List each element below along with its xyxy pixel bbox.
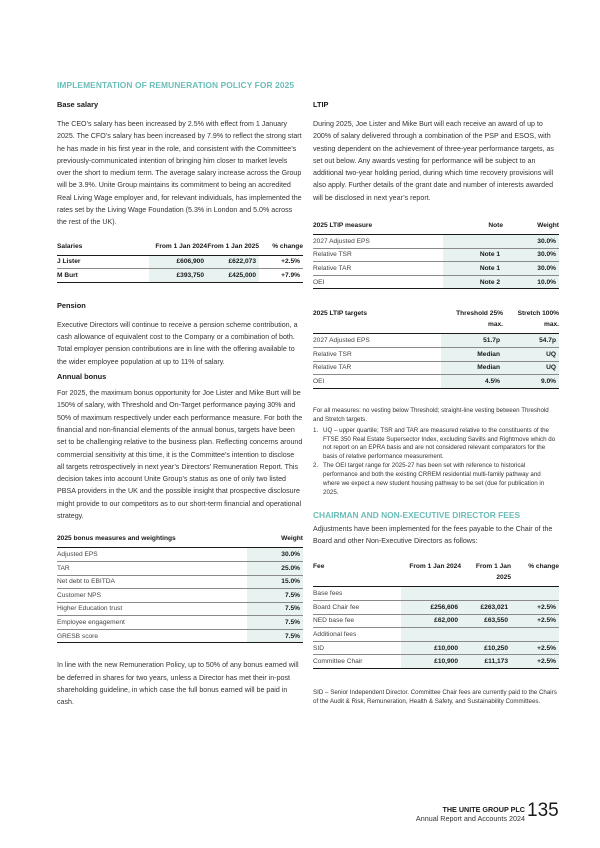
- fee-header: Fee: [313, 563, 325, 571]
- ltip-stretch-header: Stretch 100% max.: [517, 310, 559, 329]
- bonus-measure: Adjusted EPS: [57, 548, 247, 562]
- table-subheader-row: [313, 628, 559, 642]
- ltip-target-measure: OEI: [313, 375, 441, 389]
- fee-name: SID: [313, 641, 401, 655]
- table-row: [313, 262, 559, 276]
- salary-name: M Burt: [57, 269, 149, 283]
- right-column: [313, 100, 559, 707]
- bonus-weight: 7.5%: [247, 629, 303, 643]
- left-column: [57, 100, 303, 709]
- salary-2025: £622,073: [207, 255, 259, 269]
- ltip-target-measure: Relative TAR: [313, 361, 441, 375]
- bonus-measure: Higher Education trust: [57, 602, 247, 616]
- ltip-stretch: UQ: [503, 361, 559, 375]
- ltip-note: Note 2: [443, 275, 503, 289]
- bonus-measure: Customer NPS: [57, 589, 247, 603]
- ltip-notes-list: [313, 427, 559, 498]
- salaries-header-name: Salaries: [57, 242, 83, 250]
- bonus-measure: Net debt to EBITDA: [57, 575, 247, 589]
- table-row: [313, 641, 559, 655]
- table-row: [313, 248, 559, 262]
- table-subheader-row: [313, 587, 559, 601]
- ltip-note: Note 1: [443, 248, 503, 262]
- bonus-header-measure: 2025 bonus measures and weightings: [57, 535, 176, 543]
- ltip-note-header: Note: [488, 222, 503, 230]
- salary-2024: £606,900: [149, 255, 207, 269]
- fee-2024-header: From 1 Jan 2024: [409, 563, 461, 571]
- table-row: [313, 275, 559, 289]
- ltip-measure-header: 2025 LTIP measure: [313, 222, 373, 230]
- fee-change-header: % change: [528, 563, 559, 571]
- fee-2025-header: From 1 Jan 2025: [475, 563, 511, 582]
- footer-report: Annual Report and Accounts 2024: [415, 814, 525, 823]
- annual-bonus-heading: Annual bonus: [57, 372, 107, 382]
- salary-2025: £425,000: [207, 269, 259, 283]
- footer-company: THE UNITE GROUP PLC: [442, 805, 525, 814]
- ned-fees-footnote: SID – Senior Independent Director. Committee Chair fees are currently paid to the Chairs of the Audit & Risk, Remuneration, Health & Safety, and Sustainability Committees.: [313, 689, 557, 705]
- ltip-notes-intro: For all measures: no vesting below Threshold; straight-line vesting between Threshold and Stretch targets.: [313, 406, 549, 423]
- ltip-targets-table: [313, 306, 559, 388]
- bonus-measure: GRESB score: [57, 629, 247, 643]
- fee-change: +2.5%: [511, 601, 559, 615]
- bonus-weight: 7.5%: [247, 616, 303, 630]
- ltip-note: Note 1: [443, 262, 503, 276]
- ltip-stretch: 54.7p: [503, 334, 559, 348]
- fee-2025: £63,550: [461, 614, 511, 628]
- fee-2025: £11,173: [461, 655, 511, 669]
- ltip-text: During 2025, Joe Lister and Mike Burt will each receive an award of up to 200% of salary delivered through a combination of the PSP and ESOS, with vesting dependent on the achievement of three-year performance targets, as set out below. Any awards vesting for performance will be subject to an additional two-year holding period, during which time recovery provisions will also apply. Further details of the grant date and number of interests awarded will be disclosed in next year’s report.: [313, 120, 554, 202]
- fee-name: Committee Chair: [313, 655, 401, 669]
- annual-bonus-text: For 2025, the maximum bonus opportunity for Joe Lister and Mike Burt will be 150% of salary, with Threshold and On-Target performance paying 30% and 50% of maximum respectively under each performance measure. For both the financial and non-financial elements of the annual bonus, targets have been set to be challenging relative to the business plan. Reflecting concerns around commercial sensitivity at this time, it is the Committee’s intention to disclose all targets retrospectively in next year’s Directors’ Remuneration Report. This decision takes into account Unite Group’s status as one of only two listed PBSA providers in the UK and the possible insight that prospective disclosure might provide to our competitors as to our short-term financial and operational strategy.: [57, 389, 303, 521]
- salaries-header-2024: From 1 Jan 2024: [155, 242, 207, 250]
- table-row: [57, 575, 303, 589]
- ned-fees-table: [313, 559, 559, 669]
- ltip-threshold: Median: [441, 348, 503, 362]
- bonus-deferral-text: In line with the new Remuneration Policy, up to 50% of any bonus earned will be deferred in shares for two years, unless a Director has met their in-post shareholding guideline, in which case the full bonus earned will be paid in cash.: [57, 661, 299, 707]
- fee-2024: £10,000: [401, 641, 461, 655]
- ltip-heading: LTIP: [313, 100, 329, 109]
- table-row: [313, 235, 559, 249]
- table-row: [57, 589, 303, 603]
- bonus-weight: 15.0%: [247, 575, 303, 589]
- ltip-note: [443, 235, 503, 249]
- salaries-table: [57, 239, 303, 283]
- ltip-measure-table: [313, 218, 559, 289]
- ltip-weight: 30.0%: [503, 248, 559, 262]
- ltip-weight-header: Weight: [537, 222, 559, 230]
- ltip-measure: OEI: [313, 275, 443, 289]
- ltip-measure: 2027 Adjusted EPS: [313, 235, 443, 249]
- fee-2025: £263,021: [461, 601, 511, 615]
- base-fees-label: Base fees: [313, 587, 401, 601]
- salary-2024: £393,750: [149, 269, 207, 283]
- salary-change: +2.5%: [259, 255, 303, 269]
- ned-fees-title: CHAIRMAN AND NON-EXECUTIVE DIRECTOR FEES: [313, 509, 521, 520]
- table-row: [313, 361, 559, 375]
- footer: [416, 805, 525, 823]
- fee-name: Board Chair fee: [313, 601, 401, 615]
- note-text: The OEI target range for 2025-27 has been set with reference to historical performance and both the existing CRREM residential multi-family pathway and where we expect a new student housing pathway to be set (due for publication in 2025.: [323, 462, 545, 496]
- table-row: [57, 629, 303, 643]
- fee-2024: £10,900: [401, 655, 461, 669]
- bonus-measure: Employee engagement: [57, 616, 247, 630]
- ltip-weight: 10.0%: [503, 275, 559, 289]
- table-row: [313, 614, 559, 628]
- salaries-header-change: % change: [272, 242, 303, 250]
- bonus-weight: 7.5%: [247, 602, 303, 616]
- ltip-target-measure: Relative TSR: [313, 348, 441, 362]
- fee-change: +2.5%: [511, 641, 559, 655]
- bonus-header-weight: Weight: [281, 535, 303, 543]
- table-row: [57, 548, 303, 562]
- ltip-targets-header: 2025 LTIP targets: [313, 310, 367, 318]
- salary-change: +7.9%: [259, 269, 303, 283]
- ltip-threshold-header: Threshold 25% max.: [456, 310, 503, 329]
- bonus-weight: 25.0%: [247, 561, 303, 575]
- additional-fees-label: Additional fees: [313, 628, 401, 642]
- note-text: UQ – upper quartile; TSR and TAR are measured relative to the constituents of the FTSE 350 Real Estate Supersector Index, excluding Savills and Rightmove which do not report on an EPRA basis and are not considered relevant comparators for the basis of relative performance measurement.: [323, 426, 556, 461]
- shade-cell: [401, 628, 559, 642]
- table-row: [57, 602, 303, 616]
- ltip-note-item: [313, 427, 559, 463]
- ltip-threshold: Median: [441, 361, 503, 375]
- page-number: 135: [527, 800, 559, 821]
- fee-2024: £256,606: [401, 601, 461, 615]
- page-title: IMPLEMENTATION OF REMUNERATION POLICY FOR 2025: [57, 80, 295, 90]
- ltip-threshold: 4.5%: [441, 375, 503, 389]
- bonus-weight: 30.0%: [247, 548, 303, 562]
- shade-cell: [401, 587, 559, 601]
- ltip-measure: Relative TSR: [313, 248, 443, 262]
- bonus-weight: 7.5%: [247, 589, 303, 603]
- ltip-measure: Relative TAR: [313, 262, 443, 276]
- pension-heading: Pension: [57, 300, 86, 310]
- ltip-note-item: [313, 462, 559, 498]
- table-row: [313, 601, 559, 615]
- table-row: [313, 655, 559, 669]
- bonus-measures-table: [57, 531, 303, 643]
- ltip-weight: 30.0%: [503, 235, 559, 249]
- bonus-measure: TAR: [57, 561, 247, 575]
- table-row: [57, 255, 303, 269]
- table-row: [313, 375, 559, 389]
- ltip-target-measure: 2027 Adjusted EPS: [313, 334, 441, 348]
- base-salary-text: The CEO’s salary has been increased by 2.5% with effect from 1 January 2025. The CFO’s salary has been increased by 7.9% to reflect the strong start he has made in his first year in the role, and consistent with the Committee’s previously-communicated intention of bringing him closer to market levels over the short to medium term. The average salary increase across the Group will be 3.9%. Unite Group maintains its commitment to being an accredited Real Living Wage employer and, for relevant individuals, has implemented the rates set by the Living Wage Foundation (5.3% in London and 5.0% across the rest of the UK).: [57, 120, 302, 227]
- fee-name: NED base fee: [313, 614, 401, 628]
- note-number: 2.: [313, 462, 319, 470]
- table-row: [57, 269, 303, 283]
- base-salary-heading: Base salary: [57, 100, 99, 109]
- ltip-stretch: UQ: [503, 348, 559, 362]
- salaries-header-2025: From 1 Jan 2025: [207, 242, 259, 250]
- ltip-stretch: 9.0%: [503, 375, 559, 389]
- table-row: [313, 348, 559, 362]
- fee-2024: £62,000: [401, 614, 461, 628]
- pension-text: Executive Directors will continue to receive a pension scheme contribution, a cash allowance of equivalent cost to the Company or a combination of both. Total employer pension contributions are in line with the offering available to the wider employee population at up to 11% of salary.: [57, 320, 298, 366]
- note-number: 1.: [313, 426, 319, 434]
- salary-name: J Lister: [57, 255, 149, 269]
- fee-change: +2.5%: [511, 614, 559, 628]
- ltip-weight: 30.0%: [503, 262, 559, 276]
- fee-2025: £10,250: [461, 641, 511, 655]
- table-row: [57, 561, 303, 575]
- fee-change: +2.5%: [511, 655, 559, 669]
- table-row: [57, 616, 303, 630]
- table-row: [313, 334, 559, 348]
- ltip-threshold: 51.7p: [441, 334, 503, 348]
- ned-fees-text: Adjustments have been implemented for the fees payable to the Chair of the Board and other Non-Executive Directors as follows:: [313, 524, 553, 546]
